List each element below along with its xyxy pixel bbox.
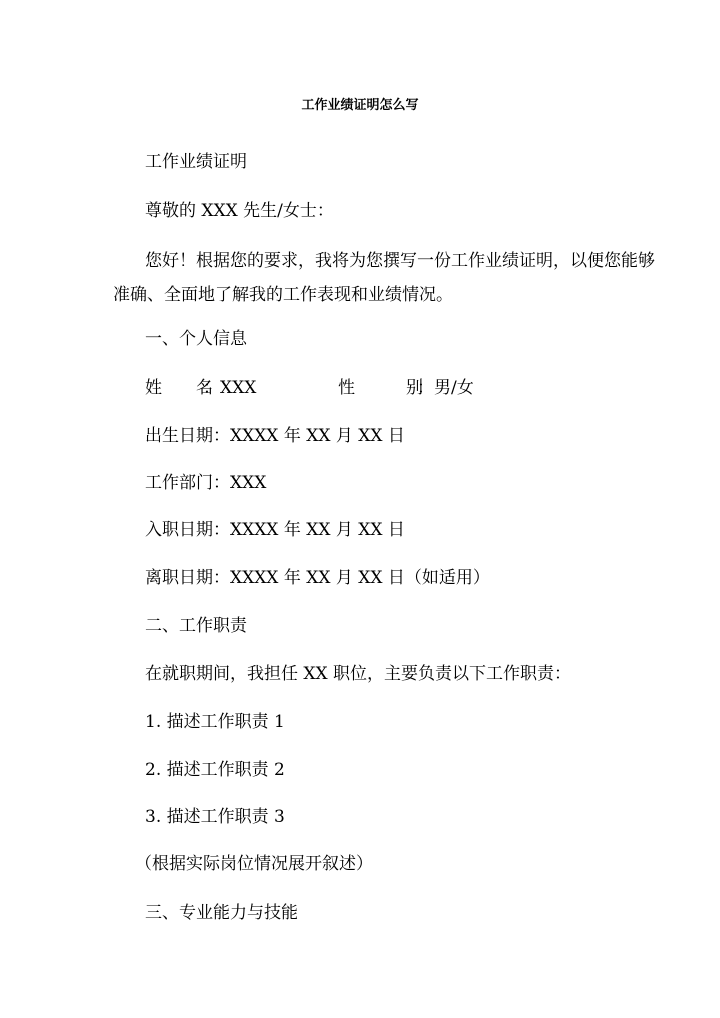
section-skills-heading: 三、专业能力与技能 xyxy=(145,903,298,923)
certificate-heading: 工作业绩证明 xyxy=(145,152,247,172)
gender-label: 性 别 xyxy=(338,378,423,398)
intro-paragraph: 您好！根据您的要求，我将为您撰写一份工作业绩证明，以便您能够准确、全面地了解我的工作表现和业绩情况。 xyxy=(113,251,655,305)
section-personal-info-heading: 一、个人信息 xyxy=(145,329,247,349)
name-label: 姓 名 xyxy=(145,378,213,398)
duties-note: （根据实际岗位情况展开叙述） xyxy=(135,854,373,874)
leave-date: 离职日期：XXXX 年 XX 月 XX 日（如适用） xyxy=(145,568,490,588)
document-title: 工作业绩证明怎么写 xyxy=(301,98,419,113)
department: 工作部门：XXX xyxy=(145,473,267,493)
birth-date: 出生日期：XXXX 年 XX 月 XX 日 xyxy=(145,426,405,446)
duties-lead: 在就职期间，我担任 XX 职位，主要负责以下工作职责： xyxy=(145,664,572,684)
duty-item: 3. 描述工作职责 3 xyxy=(145,807,285,827)
name-value: ：XXX xyxy=(203,378,257,398)
section-duties-heading: 二、工作职责 xyxy=(145,616,247,636)
hire-date: 入职日期：XXXX 年 XX 月 XX 日 xyxy=(145,520,405,540)
salutation: 尊敬的 XXX 先生/女士： xyxy=(145,201,334,221)
duty-item: 1. 描述工作职责 1 xyxy=(145,712,285,732)
gender-value: ：男/女 xyxy=(417,378,474,398)
duty-item: 2. 描述工作职责 2 xyxy=(145,760,285,780)
name-gender-row xyxy=(145,377,545,399)
